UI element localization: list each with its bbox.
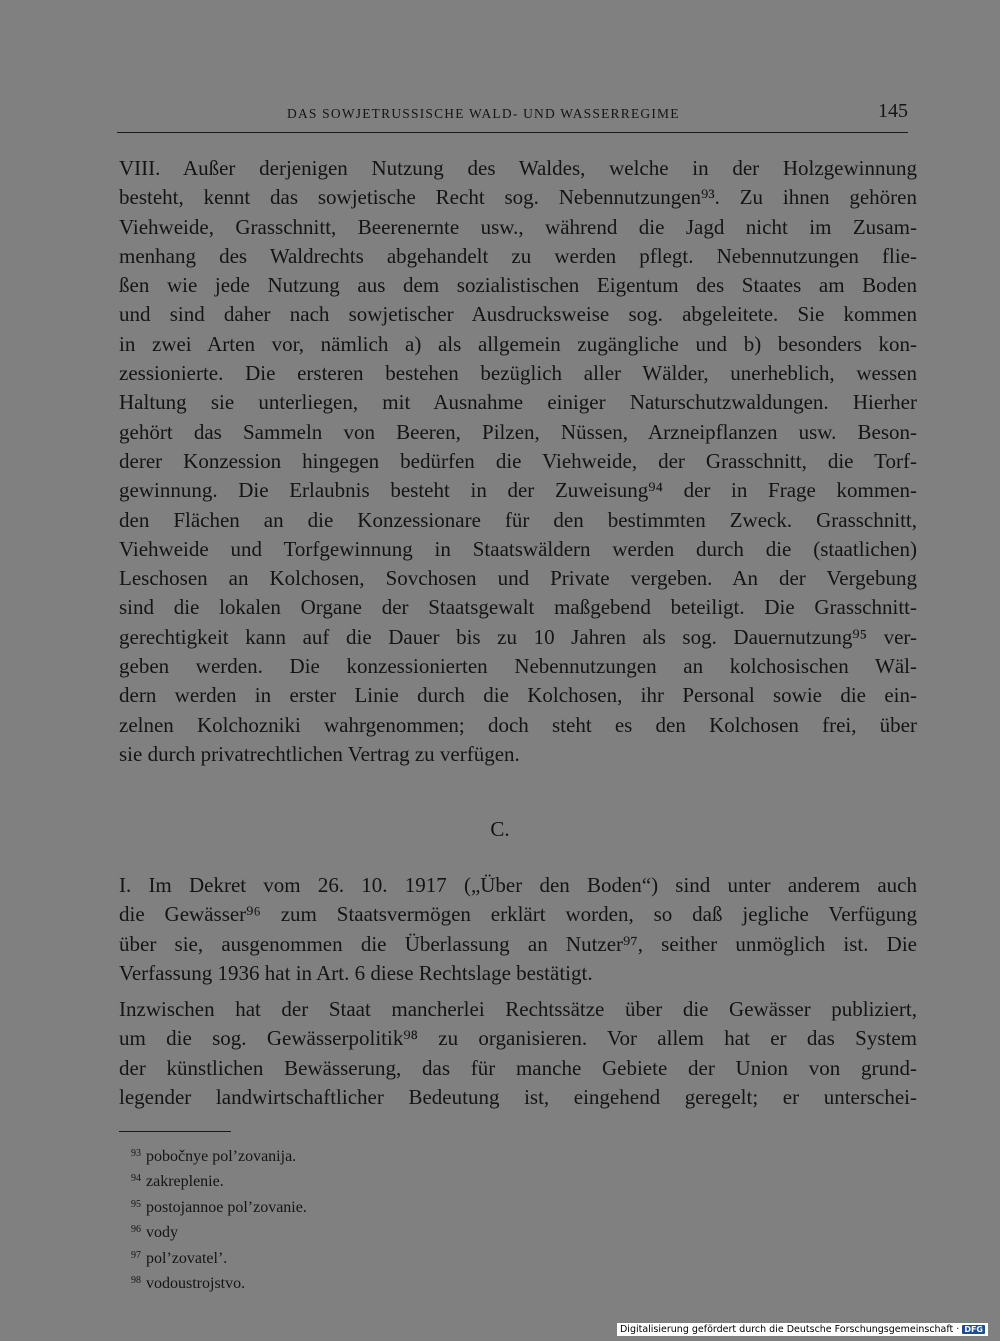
footnote-text: vodoustrojstvo. xyxy=(146,1275,246,1293)
footnote xyxy=(131,1168,531,1193)
footnote-text: zakreplenie. xyxy=(146,1173,224,1191)
footnote-text: pol’zovatel’. xyxy=(146,1249,228,1267)
paragraph-viii xyxy=(119,154,917,769)
text-line: dern werden in erster Linie durch die Kolchosen, ihr Personal sowie die ein- xyxy=(119,683,917,708)
text-line: in zwei Arten vor, nämlich a) als allgemein zugängliche und b) besonders kon- xyxy=(119,331,917,356)
text-line: gerechtigkeit kann auf die Dauer bis zu 10 Jahren als sog. Dauernutzung⁹⁵ ver- xyxy=(119,624,917,649)
footnote-number: 96 xyxy=(131,1224,141,1236)
section-heading: C. xyxy=(490,817,510,841)
text-line: sind die lokalen Organe der Staatsgewalt maßgebend beteiligt. Die Grasschnitt- xyxy=(119,595,917,620)
text-line: legender landwirtschaftlicher Bedeutung ist, eingehend geregelt; er unterschei- xyxy=(119,1084,917,1109)
text-line: Inzwischen hat der Staat mancherlei Rechtssätze über die Gewässer publiziert, xyxy=(119,997,917,1021)
text-line: gehört das Sammeln von Beeren, Pilzen, Nüssen, Arzneipflanzen usw. Beson- xyxy=(119,419,917,444)
text-line: Viehweide und Torfgewinnung in Staatswäldern werden durch die (staatlichen) xyxy=(119,536,917,561)
footnote xyxy=(131,1270,531,1295)
text-line: sie durch privatrechtlichen Vertrag zu verfügen. xyxy=(119,741,520,766)
text-line: geben werden. Die konzessionierten Nebennutzungen an kolchosischen Wäl- xyxy=(119,654,917,679)
footnote xyxy=(131,1143,531,1168)
dfg-logo: DFG xyxy=(964,1325,983,1334)
page-number: 145 xyxy=(878,100,908,122)
text-line: und sind daher nach sowjetischer Ausdrucksweise sog. abgeleitete. Sie kommen xyxy=(119,302,917,327)
footnote-text: pobočnye pol’zovanija. xyxy=(146,1148,297,1165)
footnote xyxy=(131,1194,531,1219)
text-line: Haltung sie unterliegen, mit Ausnahme einiger Naturschutzwaldungen. Hierher xyxy=(119,390,917,415)
text-line: Viehweide, Grasschnitt, Beerenernte usw., während die Jagd nicht im Zusam- xyxy=(119,214,917,239)
text-line: zelnen Kolchozniki wahrgenommen; doch steht es den Kolchosen frei, über xyxy=(119,712,917,737)
text-line: um die sog. Gewässerpolitik⁹⁸ zu organisieren. Vor allem hat er das System xyxy=(119,1026,917,1051)
paragraph-c-1 xyxy=(119,871,917,988)
text-line: Verfassung 1936 hat in Art. 6 diese Rechtslage bestätigt. xyxy=(119,960,593,985)
text-line: menhang des Waldrechts abgehandelt zu werden pflegt. Nebennutzungen flie- xyxy=(119,243,917,268)
footnote-text: postojannoe pol’zovanie. xyxy=(146,1198,307,1216)
text-line: ßen wie jede Nutzung aus dem sozialistischen Eigentum des Staates am Boden xyxy=(119,273,917,298)
text-line: den Flächen an die Konzessionare für den bestimmten Zweck. Grasschnitt, xyxy=(119,507,917,532)
text-line: zessionierte. Die ersteren bestehen bezüglich aller Wälder, unerheblich, wessen xyxy=(119,361,917,386)
text-line: Leschosen an Kolchosen, Sovchosen und Private vergeben. An der Vergebung xyxy=(119,566,917,591)
footnote-number: 94 xyxy=(131,1173,141,1185)
footnote-number: 93 xyxy=(131,1148,141,1159)
text-line: die Gewässer⁹⁶ zum Staatsvermögen erklärt worden, so daß jegliche Verfügung xyxy=(119,902,917,927)
footnote-text: vody xyxy=(146,1224,178,1242)
text-line: I. Im Dekret vom 26. 10. 1917 („Über den Boden“) sind unter anderem auch xyxy=(119,873,917,897)
footnote-divider xyxy=(119,1131,231,1132)
text-line: VIII. Außer derjenigen Nutzung des Waldes, welche in der Holzgewinnung xyxy=(119,156,917,180)
digitization-credit xyxy=(617,1323,988,1336)
credit-text: Digitalisierung gefördert durch die Deutsche Forschungsgemeinschaft · xyxy=(619,1324,960,1335)
footnote-number: 97 xyxy=(131,1249,141,1261)
text-line: derer Konzession hingegen bedürfen die Viehweide, der Grasschnitt, die Torf- xyxy=(119,448,917,473)
text-line: besteht, kennt das sowjetische Recht sog. Nebennutzungen⁹³. Zu ihnen gehören xyxy=(119,185,917,210)
footnote-number: 98 xyxy=(131,1275,141,1287)
paragraph-c-2 xyxy=(119,995,917,1112)
text-line: über sie, ausgenommen die Überlassung an Nutzer⁹⁷, seither unmöglich ist. Die xyxy=(119,931,917,956)
page-header xyxy=(117,96,908,133)
footnotes xyxy=(131,1143,531,1295)
footnote xyxy=(131,1219,531,1244)
running-head: DAS SOWJETRUSSISCHE WALD- UND WASSERREGIME xyxy=(287,106,680,121)
footnote-number: 95 xyxy=(131,1198,141,1210)
text-line: der künstlichen Bewässerung, das für manche Gebiete der Union von grund- xyxy=(119,1055,917,1080)
text-line: gewinnung. Die Erlaubnis besteht in der Zuweisung⁹⁴ der in Frage kommen- xyxy=(119,478,917,503)
footnote xyxy=(131,1245,531,1270)
